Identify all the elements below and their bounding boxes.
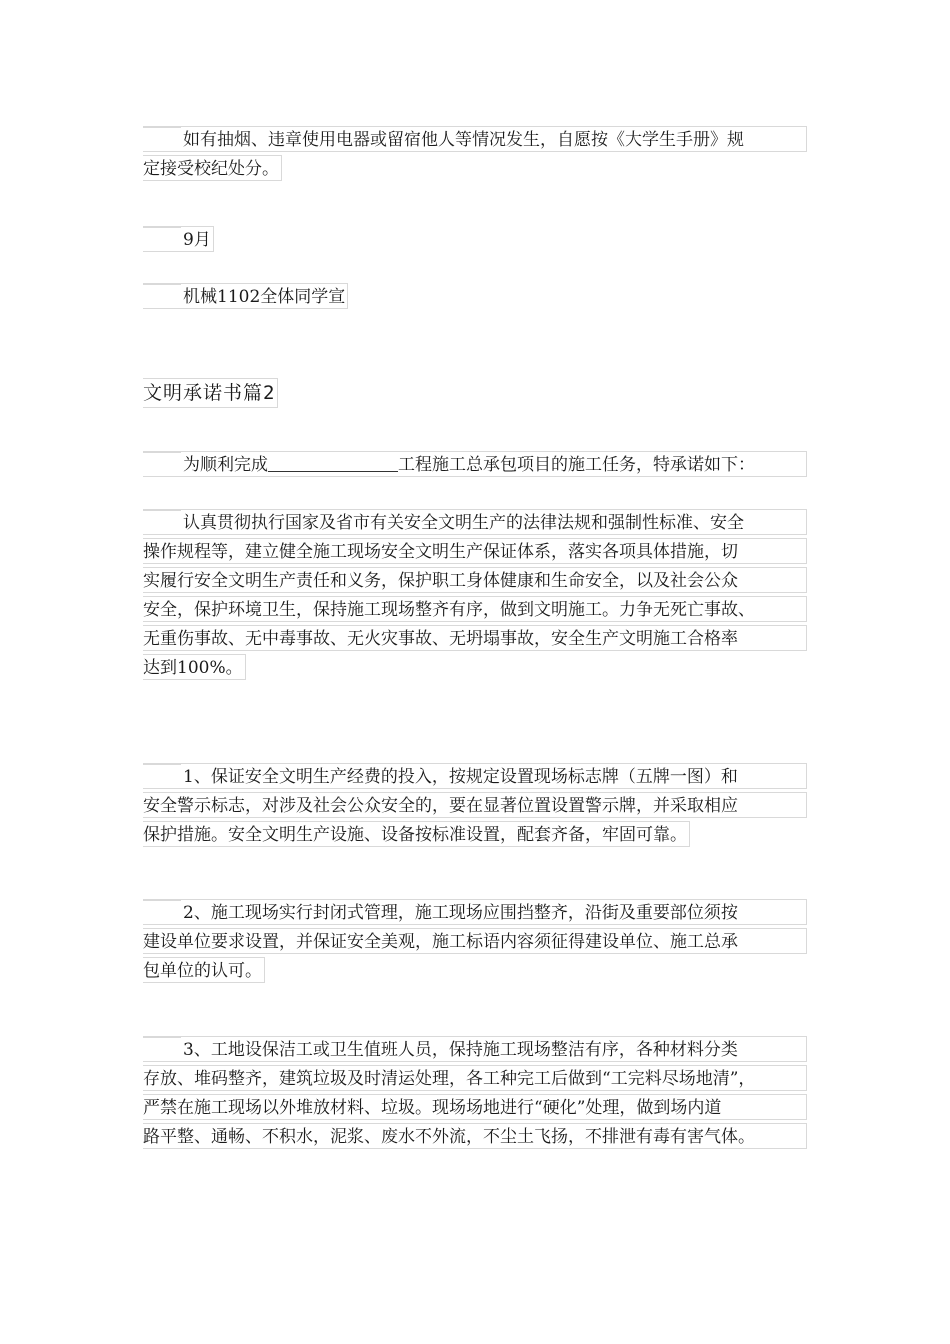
paragraph-item-2 — [143, 899, 807, 986]
text-line — [143, 928, 807, 954]
intro-text-after: 工程施工总承包项目的施工任务，特承诺如下： — [398, 455, 755, 475]
text-line — [143, 792, 807, 818]
text: 安全，保护环境卫生，保持施工现场整齐有序，做到文明施工。力争无死亡事故、 — [143, 600, 755, 620]
text: 包单位的认可。 — [143, 961, 262, 981]
text-line — [143, 538, 807, 564]
text: 建设单位要求设置，并保证安全美观，施工标语内容须征得建设单位、施工总承 — [143, 932, 738, 952]
date-line — [143, 226, 214, 252]
text-line — [143, 1036, 807, 1062]
text-line — [143, 763, 807, 789]
section-title: 文明承诺书篇2 — [143, 378, 278, 408]
text-line — [143, 1123, 807, 1149]
paragraph-item-3 — [143, 1036, 807, 1152]
text: 存放、堆码整齐，建筑垃圾及时清运处理，各工种完工后做到“工完料尽场地清”， — [143, 1069, 756, 1089]
text: 安全警示标志，对涉及社会公众安全的，要在显著位置设置警示牌，并采取相应 — [143, 796, 738, 816]
text-line — [143, 821, 690, 847]
text-line — [143, 226, 214, 252]
text: 2、施工现场实行封闭式管理，施工现场应围挡整齐，沿街及重要部位须按 — [183, 903, 738, 923]
signature-text: 机械1102全体同学宣 — [183, 287, 346, 307]
paragraph-item-1 — [143, 763, 807, 850]
text: 操作规程等，建立健全施工现场安全文明生产保证体系，落实各项具体措施，切 — [143, 542, 738, 562]
text-line — [143, 957, 265, 983]
text-line — [143, 899, 807, 925]
text: 路平整、通畅、不积水，泥浆、废水不外流，不尘土飞扬，不排泄有毒有害气体。 — [143, 1127, 755, 1147]
text-line — [143, 509, 807, 535]
fill-in-blank — [268, 453, 398, 472]
text-line — [143, 1094, 807, 1120]
text-line — [143, 1065, 807, 1091]
text-line — [143, 567, 807, 593]
text-line — [143, 451, 807, 477]
text: 实履行安全文明生产责任和义务，保护职工身体健康和生命安全，以及社会公众 — [143, 571, 738, 591]
text: 达到100%。 — [143, 658, 243, 678]
text: 3、工地设保洁工或卫生值班人员，保持施工现场整洁有序，各种材料分类 — [183, 1040, 738, 1060]
text-line — [143, 654, 246, 680]
text-line — [143, 283, 348, 309]
text: 如有抽烟、违章使用电器或留宿他人等情况发生，自愿按《大学生手册》规 — [183, 130, 744, 150]
intro-paragraph — [143, 451, 807, 477]
text: 严禁在施工现场以外堆放材料、垃圾。现场场地进行“硬化”处理，做到场内道 — [143, 1098, 722, 1118]
date-text: 9月 — [183, 230, 211, 250]
text: 认真贯彻执行国家及省市有关安全文明生产的法律法规和强制性标准、安全 — [183, 513, 744, 533]
intro-text-before: 为顺利完成 — [183, 455, 268, 475]
paragraph-main — [143, 509, 807, 683]
text: 无重伤事故、无中毒事故、无火灾事故、无坍塌事故，安全生产文明施工合格率 — [143, 629, 738, 649]
text-line — [143, 596, 807, 622]
text: 定接受校纪处分。 — [143, 159, 279, 179]
paragraph-pledge — [143, 126, 807, 184]
text: 保护措施。安全文明生产设施、设备按标准设置，配套齐备，牢固可靠。 — [143, 825, 687, 845]
signature-line — [143, 283, 348, 309]
text-line — [143, 625, 807, 651]
text-line — [143, 126, 807, 152]
text-line — [143, 155, 282, 181]
text: 1、保证安全文明生产经费的投入，按规定设置现场标志牌（五牌一图）和 — [183, 767, 738, 787]
